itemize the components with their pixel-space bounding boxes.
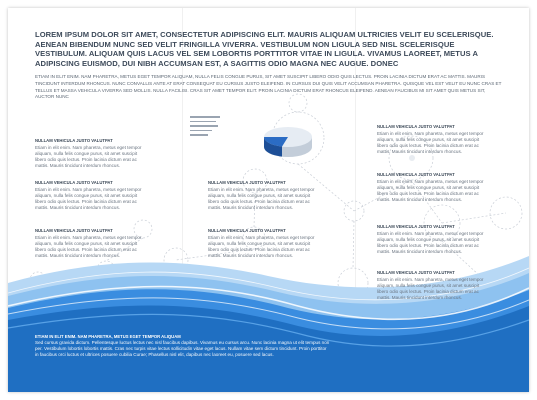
text-block-left-3 xyxy=(35,228,143,259)
block-body: Etiam in elit enim. Nam pharetra, metus eget tempor aliquam, nulla felis congue purus, sit amet suscipit libero odio quis lectus. Proin lacinia dictum erat ac mattis. Mauris tincidunt interdum rhoncus. xyxy=(377,277,484,301)
brochure-sheet xyxy=(8,8,529,392)
text-block-right-3 xyxy=(377,224,485,255)
text-block-middle-2 xyxy=(208,228,316,259)
pie-chart-illustration xyxy=(190,110,312,170)
text-block-middle-1 xyxy=(208,180,316,211)
block-body: Etiam in elit enim. Nam pharetra, metus eget tempor aliquam, nulla felis congue purus, sit amet suscipit libero odio quis lectus. Proin lacinia dictum erat ac mattis. Mauris tincidunt interdum rhoncus. xyxy=(35,235,142,259)
text-block-right-4 xyxy=(377,270,485,301)
text-block-left-1 xyxy=(35,138,143,169)
block-title: NULLAM VEHICULA JUSTO VALUTPAT xyxy=(208,180,286,185)
bottom-body: Sed cursus gravida dictum. Pellentesque luctus lectus nec nisl faucibus dapibus. Vivamus eu cursus arcu. Nunc lacinia magna ut elit tempus non per. Vestibulum lobortis lobortis mattis. Cras nec turpis vitae lectus sollicitudin vitae eget lacus. Nullam vitae sem dictum tincidunt. Proin porttitor in faucibus orci luctus et ultrices posuere cubilia Curae; Phasellus nisl elit, dapibus nec laoreet eu, posuere sed lacus. xyxy=(35,340,330,358)
block-body: Etiam in elit enim. Nam pharetra, metus eget tempor aliquam, nulla felis congue purus, sit amet suscipit libero odio quis lectus. Proin lacinia dictum erat ac mattis. Mauris tincidunt interdum rhoncus. xyxy=(35,187,142,211)
block-body: Etiam in elit enim. Nam pharetra, metus eget tempor aliquam, nulla felis congue purus, sit amet suscipit libero odio quis lectus. Proin lacinia dictum erat ac mattis. Mauris tincidunt interdum rhoncus. xyxy=(35,145,142,169)
block-title: NULLAM VEHICULA JUSTO VALUTPAT xyxy=(377,172,455,177)
block-body: Etiam in elit enim. Nam pharetra, metus eget tempor aliquam, nulla felis congue purus, sit amet suscipit libero odio quis lectus. Proin lacinia dictum erat ac mattis. Mauris tincidunt interdum rhoncus. xyxy=(377,131,484,155)
block-title: NULLAM VEHICULA JUSTO VALUTPAT xyxy=(208,228,286,233)
block-title: NULLAM VEHICULA JUSTO VALUTPAT xyxy=(377,270,455,275)
bottom-title: ETIAM IN ELIT ENIM. NAM PHARETRA, METUS EGET TEMPOR ALIQUAM xyxy=(35,334,181,339)
bottom-text-block xyxy=(35,334,330,359)
text-block-left-2 xyxy=(35,180,143,211)
pie-3d-graphic xyxy=(190,110,312,170)
block-body: Etiam in elit enim. Nam pharetra, metus eget tempor aliquam, nulla felis congue purus, sit amet suscipit libero odio quis lectus. Proin lacinia dictum erat ac mattis. Mauris tincidunt interdum rhoncus. xyxy=(208,187,315,211)
block-title: NULLAM VEHICULA JUSTO VALUTPAT xyxy=(377,224,455,229)
block-title: NULLAM VEHICULA JUSTO VALUTPAT xyxy=(35,228,113,233)
block-title: NULLAM VEHICULA JUSTO VALUTPAT xyxy=(35,138,113,143)
block-body: Etiam in elit enim. Nam pharetra, metus eget tempor aliquam, nulla felis congue purus, sit amet suscipit libero odio quis lectus. Proin lacinia dictum erat ac mattis. Mauris tincidunt interdum rhoncus. xyxy=(208,235,315,259)
text-block-right-1 xyxy=(377,124,485,155)
block-body: Etiam in elit enim. Nam pharetra, metus eget tempor aliquam, nulla felis congue purus, sit amet suscipit libero odio quis lectus. Proin lacinia dictum erat ac mattis. Mauris tincidunt interdum rhoncus. xyxy=(377,179,484,203)
headline: LOREM IPSUM DOLOR SIT AMET, CONSECTETUR ADIPISCING ELIT. MAURIS ALIQUAM ULTRICIES VELIT EU SCELERISQUE. AENEAN BIBENDUM NUNC SED VELIT FRINGILLA VIVERRA. VESTIBULUM NON LIGULA SED NISL SCELERISQUE VESTIBULUM. ALIQUAM QUIS LACUS VEL SEM LOBORTIS PORTTITOR VITAE IN LIGULA. VIVAMUS LAOREET, METUS A ADIPISCING EUISMOD, DUI NIBH ACCUMSAN EST, A SAGITTIS ODIO MAGNA NEC AUGUE. DONEC xyxy=(35,30,494,68)
block-title: NULLAM VEHICULA JUSTO VALUTPAT xyxy=(35,180,113,185)
text-block-right-2 xyxy=(377,172,485,203)
block-title: NULLAM VEHICULA JUSTO VALUTPAT xyxy=(377,124,455,129)
intro-paragraph: ETIAM IN ELIT ENIM. NAM PHARETRA, METUS EGET TEMPOR ALIQUAM, NULLA FELIS CONGUE PURUS, SIT AMET SUSCIPIT LIBERO ODIO QUIS LECTUS. PROIN LACINIA DICTUM ERAT AC MATTIS. MAURIS TINCIDUNT INTERDUM RHONCUS. NUNC CONVALLIS ANTE AT ERAT CONSEQUAT EU CURSUS JUSTO ELEIFEND. IN CURSUS DUI QUIS VELIT ACCUMSAN PHARETRA. QUISQUE VEL EST VELIT EU NUNC CRAS ET TELLUS ET MASSA VEHICULA VIVERRA SED MOLLIS. NULLA FACILISI. CRAS SIT AMET TEMPOR ELIT. PROIN LACINIA DICTUM ERAT RHONCUS ELEIFEND. AENEAN FAUCIBUS MI SIT AMET QUIS METUS SIT, AUCTOR NUNC xyxy=(35,74,502,100)
block-body: Etiam in elit enim. Nam pharetra, metus eget tempor aliquam, nulla felis congue purus, sit amet suscipit libero odio quis lectus. Proin lacinia dictum erat ac mattis. Mauris tincidunt interdum rhoncus. xyxy=(377,231,484,255)
